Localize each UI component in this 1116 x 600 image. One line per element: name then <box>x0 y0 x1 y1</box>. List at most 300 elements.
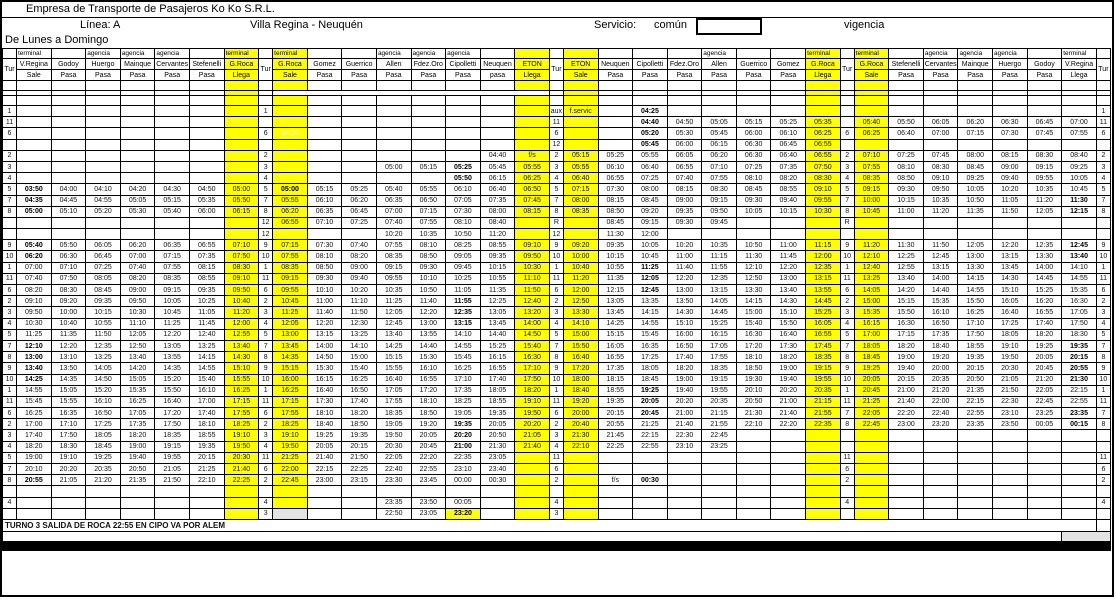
tur-cell: 6 <box>3 408 17 419</box>
time-cell: 07:50 <box>51 273 86 284</box>
time-cell: 12:45 <box>376 318 411 329</box>
time-cell: 22:55 <box>958 408 993 419</box>
time-cell: 21:05 <box>51 475 86 486</box>
time-cell: 20:05 <box>1027 352 1062 363</box>
time-cell: 14:20 <box>889 285 924 296</box>
time-cell: 06:45 <box>771 139 806 150</box>
time-cell <box>958 464 993 475</box>
tur-cell: 11 <box>1096 117 1110 128</box>
time-cell: 07:35 <box>771 161 806 172</box>
col-header-allen: Allen <box>376 59 411 70</box>
time-cell: 13:00 <box>17 352 52 363</box>
col-header-cervantes: Cervantes <box>156 60 189 68</box>
time-cell: 19:05 <box>446 408 481 419</box>
time-cell: 20:50 <box>736 396 771 407</box>
time-cell: 17:15 <box>273 396 308 407</box>
time-cell <box>993 441 1028 452</box>
time-cell: 22:30 <box>667 430 702 441</box>
time-cell <box>120 139 155 150</box>
time-cell: 07:10 <box>51 262 86 273</box>
time-cell: 22:25 <box>224 475 259 486</box>
time-cell <box>17 217 52 228</box>
col-sub-sale: Sale <box>273 70 308 81</box>
time-cell: 00:05 <box>1027 419 1062 430</box>
tur-cell: 11 <box>549 452 563 463</box>
time-cell: f/s <box>515 150 550 161</box>
time-cell: 06:05 <box>86 240 121 251</box>
col-header-neuquen: Neuquen <box>480 59 515 70</box>
time-cell: 15:05 <box>120 374 155 385</box>
time-cell: 14:50 <box>307 352 342 363</box>
tur-cell: 3 <box>3 161 17 172</box>
time-cell: 20:50 <box>120 464 155 475</box>
time-cell: 19:10 <box>515 396 550 407</box>
time-cell: 11:25 <box>155 318 190 329</box>
time-cell <box>51 150 86 161</box>
tur-cell: 11 <box>840 452 854 463</box>
tur-cell: 5 <box>3 184 17 195</box>
spacer-cell <box>923 96 958 106</box>
time-cell: 07:00 <box>923 128 958 139</box>
time-cell <box>806 464 841 475</box>
time-cell: 18:25 <box>446 396 481 407</box>
tur-cell: 4 <box>549 497 563 508</box>
time-cell: 09:55 <box>376 273 411 284</box>
time-cell: 13:40 <box>771 285 806 296</box>
time-cell: 15:00 <box>563 329 598 340</box>
time-cell: 14:30 <box>667 307 702 318</box>
col-sub-sale: Sale <box>854 70 889 81</box>
time-cell: 15:10 <box>667 318 702 329</box>
time-cell: 07:40 <box>376 217 411 228</box>
time-cell <box>224 161 259 172</box>
time-cell: 19:10 <box>51 452 86 463</box>
time-cell: 13:45 <box>993 262 1028 273</box>
time-cell: 19:40 <box>667 385 702 396</box>
time-cell: 20:55 <box>17 475 52 486</box>
tur-cell: 10 <box>1096 251 1110 262</box>
time-cell: 09:30 <box>736 195 771 206</box>
spacer-cell <box>259 81 273 91</box>
col-header-gomez: Gomez <box>771 59 806 70</box>
time-cell: 20:45 <box>411 441 446 452</box>
time-cell: 08:30 <box>923 161 958 172</box>
time-cell: 16:35 <box>51 408 86 419</box>
col-header-tur: Tur <box>1096 59 1110 81</box>
col-header-stefenelli: Stefenelli <box>189 59 224 70</box>
time-cell: 14:25 <box>376 340 411 351</box>
time-cell: 09:30 <box>411 262 446 273</box>
time-cell <box>993 464 1028 475</box>
time-cell <box>854 430 889 441</box>
time-cell: 23:50 <box>993 419 1028 430</box>
time-cell: 12:05 <box>958 240 993 251</box>
time-cell: 09:30 <box>889 184 924 195</box>
tur-cell: 2 <box>1096 150 1110 161</box>
tur-cell: 12 <box>259 229 273 240</box>
time-cell: 14:00 <box>307 340 342 351</box>
time-cell <box>923 486 958 497</box>
time-cell <box>51 508 86 519</box>
time-cell <box>1027 508 1062 519</box>
time-cell: 18:35 <box>806 352 841 363</box>
time-cell <box>667 508 702 519</box>
time-cell <box>1062 475 1097 486</box>
time-cell: 07:55 <box>273 251 308 262</box>
time-cell: 06:00 <box>189 206 224 217</box>
spacer-cell <box>854 81 889 91</box>
time-cell: 18:25 <box>224 419 259 430</box>
tur-cell: 3 <box>1096 307 1110 318</box>
tur-cell: 4 <box>3 497 17 508</box>
time-cell: 23:45 <box>411 475 446 486</box>
time-cell: 15:35 <box>854 307 889 318</box>
time-cell: 19:20 <box>923 352 958 363</box>
time-cell <box>1062 430 1097 441</box>
time-cell <box>1027 139 1062 150</box>
time-cell <box>224 497 259 508</box>
time-cell: 17:55 <box>224 408 259 419</box>
col-sub-pasa: Pasa <box>189 70 224 81</box>
time-cell: 08:15 <box>515 206 550 217</box>
spacer-cell <box>411 81 446 91</box>
time-cell: 09:55 <box>806 195 841 206</box>
time-cell <box>307 117 342 128</box>
time-cell: 09:35 <box>598 240 633 251</box>
time-cell: 08:30 <box>224 262 259 273</box>
time-cell: 16:55 <box>1027 307 1062 318</box>
tur-cell: 1 <box>3 262 17 273</box>
time-cell: 15:40 <box>189 374 224 385</box>
time-cell: 21:50 <box>155 475 190 486</box>
time-cell: 17:50 <box>1062 318 1097 329</box>
time-cell: f.servic <box>563 106 598 117</box>
time-cell: 04:40 <box>480 150 515 161</box>
time-cell: 11:15 <box>806 240 841 251</box>
time-cell: 18:40 <box>307 419 342 430</box>
time-cell: 17:55 <box>376 396 411 407</box>
time-cell <box>958 508 993 519</box>
col-sub-pasa: Pasa <box>667 70 702 81</box>
spacer-cell <box>633 96 668 106</box>
time-cell: 14:10 <box>446 329 481 340</box>
time-cell <box>771 497 806 508</box>
time-cell <box>993 497 1028 508</box>
col-group-blank <box>189 49 224 59</box>
time-cell: 21:20 <box>86 475 121 486</box>
tur-cell: 1 <box>259 385 273 396</box>
spacer-cell <box>17 96 52 106</box>
tur-cell: 4 <box>259 318 273 329</box>
tur-cell: 6 <box>549 408 563 419</box>
col-header-huergo: Huergo <box>993 59 1028 70</box>
time-cell <box>889 452 924 463</box>
time-cell: 08:15 <box>667 184 702 195</box>
time-cell <box>189 128 224 139</box>
time-cell <box>771 508 806 519</box>
time-cell: 14:15 <box>189 352 224 363</box>
spacer-cell <box>736 81 771 91</box>
time-cell <box>1062 106 1097 117</box>
time-cell: 11:05 <box>446 285 481 296</box>
tur-cell: 3 <box>259 430 273 441</box>
time-cell: 12:20 <box>155 329 190 340</box>
time-cell: 08:35 <box>155 273 190 284</box>
time-cell: 19:50 <box>224 441 259 452</box>
time-cell: 19:00 <box>17 452 52 463</box>
timetable-row <box>3 318 1111 329</box>
time-cell: 18:50 <box>736 363 771 374</box>
time-cell: 09:50 <box>17 307 52 318</box>
time-cell <box>736 441 771 452</box>
time-cell: 12:50 <box>736 273 771 284</box>
time-cell <box>993 475 1028 486</box>
time-cell <box>342 497 377 508</box>
time-cell <box>120 117 155 128</box>
time-cell: 06:15 <box>480 173 515 184</box>
time-cell: 17:35 <box>923 329 958 340</box>
time-cell: 05:25 <box>446 161 481 172</box>
time-cell <box>598 508 633 519</box>
tur-cell: 9 <box>1096 363 1110 374</box>
time-cell: 16:30 <box>889 318 924 329</box>
time-cell <box>889 139 924 150</box>
col-group-blank <box>549 49 563 59</box>
time-cell: 05:15 <box>155 195 190 206</box>
time-cell <box>993 430 1028 441</box>
time-cell: 19:40 <box>889 363 924 374</box>
time-cell: 17:10 <box>515 363 550 374</box>
time-cell: 11:00 <box>771 240 806 251</box>
time-cell <box>515 139 550 150</box>
tur-cell: 1 <box>840 385 854 396</box>
time-cell: 07:45 <box>515 195 550 206</box>
time-cell: 20:35 <box>86 464 121 475</box>
time-cell: 17:30 <box>771 340 806 351</box>
tur-cell: 7 <box>259 340 273 351</box>
time-cell: 06:10 <box>307 195 342 206</box>
time-cell <box>736 464 771 475</box>
tur-cell: 7 <box>3 195 17 206</box>
time-cell: 06:20 <box>120 240 155 251</box>
time-cell: 21:00 <box>446 441 481 452</box>
time-cell: 16:00 <box>273 374 308 385</box>
time-cell: 05:15 <box>563 150 598 161</box>
time-cell: 04:00 <box>273 128 308 139</box>
time-cell <box>806 217 841 228</box>
time-cell: 18:20 <box>120 430 155 441</box>
time-cell: 18:10 <box>189 419 224 430</box>
time-cell <box>51 128 86 139</box>
time-cell: 12:35 <box>86 340 121 351</box>
time-cell <box>120 128 155 139</box>
time-cell: 14:55 <box>1062 273 1097 284</box>
time-cell: 22:00 <box>923 396 958 407</box>
time-cell: 18:35 <box>376 408 411 419</box>
tur-cell: 5 <box>549 329 563 340</box>
col-group-agencia: agencia <box>155 49 190 59</box>
time-cell <box>958 452 993 463</box>
col-sub-pasa: Pasa <box>923 70 958 81</box>
time-cell: 14:45 <box>1027 273 1062 284</box>
time-cell: 23:40 <box>480 464 515 475</box>
spacer-cell <box>958 81 993 91</box>
servicio-value-box <box>696 18 762 35</box>
tur-cell: 7 <box>3 464 17 475</box>
time-cell: 10:20 <box>376 229 411 240</box>
time-cell: 06:50 <box>411 195 446 206</box>
time-cell <box>993 508 1028 519</box>
time-cell: 15:20 <box>155 374 190 385</box>
time-cell <box>958 441 993 452</box>
time-cell: 14:00 <box>1027 262 1062 273</box>
time-cell <box>667 464 702 475</box>
time-cell: 08:45 <box>598 217 633 228</box>
timetable-row <box>3 486 1111 497</box>
time-cell: 11:30 <box>889 240 924 251</box>
time-cell <box>189 217 224 228</box>
time-cell <box>702 106 737 117</box>
timetable-row <box>3 195 1111 206</box>
time-cell <box>563 508 598 519</box>
time-cell: 17:05 <box>1062 307 1097 318</box>
time-cell <box>563 117 598 128</box>
col-header-huergo: Huergo <box>86 59 121 70</box>
time-cell <box>923 497 958 508</box>
time-cell: 10:15 <box>889 195 924 206</box>
time-cell: 11:15 <box>702 251 737 262</box>
time-cell <box>189 486 224 497</box>
time-cell: 05:50 <box>446 173 481 184</box>
time-cell: 16:25 <box>120 396 155 407</box>
time-cell: 08:45 <box>958 161 993 172</box>
tur-cell: 10 <box>840 251 854 262</box>
tur-cell: 9 <box>840 363 854 374</box>
time-cell: 09:15 <box>273 273 308 284</box>
time-cell: 11:25 <box>273 307 308 318</box>
time-cell: 08:30 <box>1027 150 1062 161</box>
time-cell: 20:40 <box>563 419 598 430</box>
time-cell: 21:50 <box>993 385 1028 396</box>
time-cell <box>86 150 121 161</box>
time-cell: 06:35 <box>376 195 411 206</box>
col-sub-pasa: Pasa <box>958 70 993 81</box>
time-cell: 09:15 <box>1027 161 1062 172</box>
tur-cell <box>1096 430 1110 441</box>
time-cell: 13:25 <box>854 273 889 284</box>
time-cell: 12:35 <box>806 262 841 273</box>
tur-cell: 9 <box>840 240 854 251</box>
tur-cell: 2 <box>549 296 563 307</box>
time-cell: 07:55 <box>155 262 190 273</box>
time-cell: 08:55 <box>189 273 224 284</box>
time-cell <box>224 150 259 161</box>
tur-cell: 1 <box>3 106 17 117</box>
time-cell: 23:00 <box>307 475 342 486</box>
time-cell: 10:10 <box>411 273 446 284</box>
time-cell: 06:55 <box>806 150 841 161</box>
time-cell: 08:35 <box>273 262 308 273</box>
time-cell: 14:30 <box>224 352 259 363</box>
time-cell: 15:55 <box>51 396 86 407</box>
time-cell: 23:30 <box>376 475 411 486</box>
time-cell: 18:15 <box>598 374 633 385</box>
time-cell <box>273 486 308 497</box>
time-cell: 18:20 <box>667 363 702 374</box>
time-cell: 23:50 <box>411 497 446 508</box>
time-cell: 06:45 <box>342 206 377 217</box>
time-cell: 05:15 <box>736 117 771 128</box>
col-sub-pasa: Pasa <box>411 70 446 81</box>
time-cell <box>273 139 308 150</box>
time-cell: 23:15 <box>342 475 377 486</box>
time-cell: 10:30 <box>120 307 155 318</box>
time-cell: 13:00 <box>411 318 446 329</box>
time-cell: 10:05 <box>958 184 993 195</box>
spacer-cell <box>155 96 190 106</box>
time-cell: 06:55 <box>667 161 702 172</box>
tur-cell: 9 <box>3 240 17 251</box>
time-cell <box>17 139 52 150</box>
time-cell: 19:15 <box>155 441 190 452</box>
time-cell <box>889 217 924 228</box>
time-cell: 17:50 <box>958 329 993 340</box>
tur-cell: 8 <box>3 206 17 217</box>
col-group-agencia: agencia <box>923 49 958 59</box>
time-cell <box>411 139 446 150</box>
tur-cell: 3 <box>3 307 17 318</box>
spacer-cell <box>889 81 924 91</box>
time-cell: 00:30 <box>480 475 515 486</box>
time-cell <box>86 106 121 117</box>
time-cell: 10:55 <box>480 273 515 284</box>
time-cell <box>17 497 52 508</box>
time-cell: 08:00 <box>563 195 598 206</box>
time-cell: 12:15 <box>1062 206 1097 217</box>
time-cell <box>273 497 308 508</box>
tur-cell <box>840 117 854 128</box>
time-cell: 15:25 <box>702 318 737 329</box>
time-cell: 18:20 <box>771 352 806 363</box>
time-cell <box>86 508 121 519</box>
time-cell <box>958 430 993 441</box>
time-cell: 21:30 <box>480 441 515 452</box>
time-cell: 17:05 <box>376 385 411 396</box>
time-cell: 10:15 <box>86 307 121 318</box>
time-cell <box>702 464 737 475</box>
footer-note-end-cell <box>1096 519 1110 531</box>
tur-cell: 8 <box>549 352 563 363</box>
time-cell: 18:50 <box>342 419 377 430</box>
col-group-blank <box>515 49 550 59</box>
time-cell: 12:40 <box>515 296 550 307</box>
time-cell: 00:05 <box>446 497 481 508</box>
tur-cell: 6 <box>549 128 563 139</box>
time-cell: 05:00 <box>273 184 308 195</box>
time-cell: 17:40 <box>17 430 52 441</box>
tur-cell: 4 <box>549 173 563 184</box>
time-cell: 13:05 <box>480 307 515 318</box>
time-cell: 09:50 <box>515 251 550 262</box>
time-cell: 10:35 <box>923 195 958 206</box>
col-header-tur: Tur <box>840 59 854 81</box>
time-cell: 20:45 <box>854 385 889 396</box>
time-cell: 19:40 <box>771 374 806 385</box>
time-cell: 14:05 <box>854 285 889 296</box>
time-cell <box>923 229 958 240</box>
col-header-tur: Tur <box>3 59 17 81</box>
time-cell: 07:15 <box>563 184 598 195</box>
